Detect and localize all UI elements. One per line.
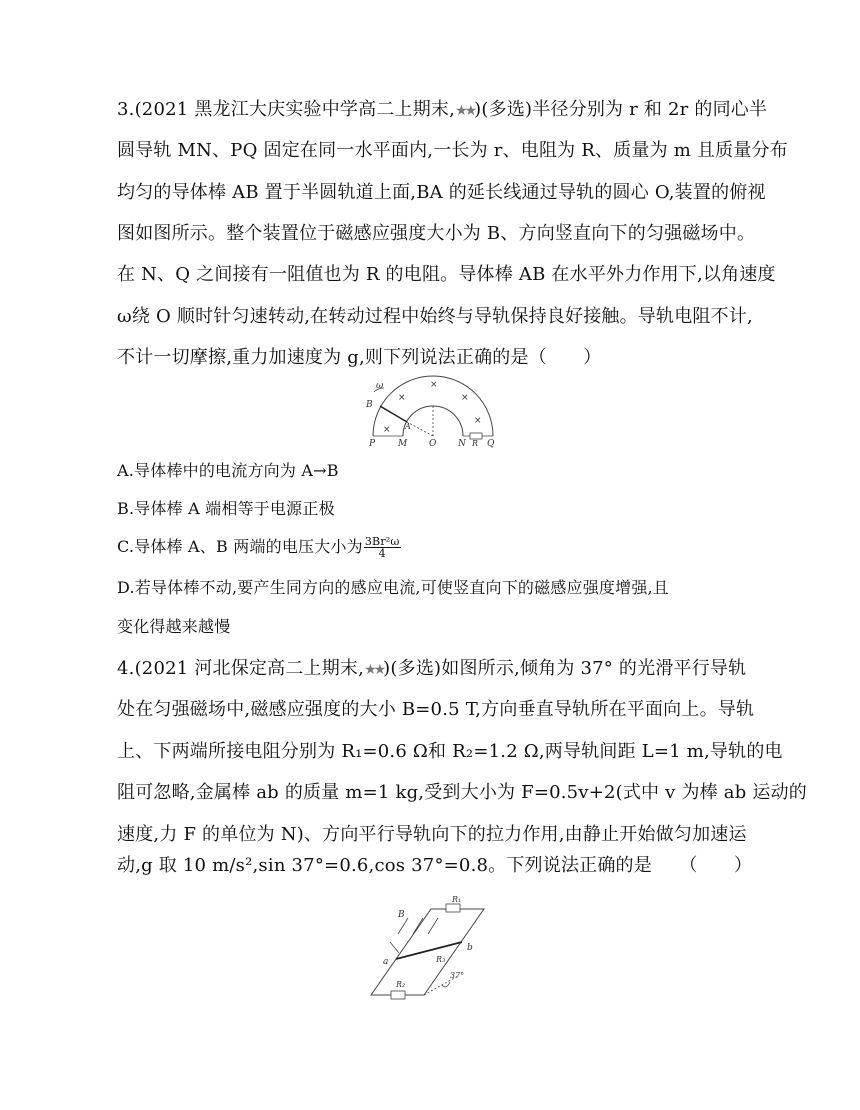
fig-label-r2: R₂ xyxy=(396,980,406,989)
field-cross-mark: × xyxy=(383,425,391,435)
fig-label-a-end: a xyxy=(383,957,389,967)
q4-text-1: 如图所示,倾角为 37° 的光滑平行导轨 xyxy=(441,658,747,679)
fig-label-a: A xyxy=(405,422,411,431)
q3-option-c-text: C.导体棒 A、B 两端的电压大小为 xyxy=(117,537,363,556)
fig-label-q: Q xyxy=(487,439,495,448)
q4-text-3: 上、下两端所接电阻分别为 R₁=0.6 Ω和 R₂=1.2 Ω,两导轨间距 L=1 m,导轨的电 xyxy=(117,741,783,762)
q3-text-3: 均匀的导体棒 AB 置于半圆轨道上面,BA 的延长线通过导轨的圆心 O,装置的俯视 xyxy=(117,182,766,203)
q3-number: 3. xyxy=(117,99,135,120)
q3-option-b: B.导体棒 A 端相等于电源正极 xyxy=(117,499,335,518)
fig-label-b-end: b xyxy=(467,943,473,953)
q3-line-1 xyxy=(117,99,767,122)
q3-figure xyxy=(358,370,510,448)
fig-label-r3: R₃ xyxy=(436,955,446,964)
q3-option-c-fraction: $\frac{\text{3Br²ω}}{4}$ xyxy=(364,535,400,560)
q4-text-2: 处在匀强磁场中,磁感应强度的大小 B=0.5 T,方向垂直导轨所在平面向上。导轨 xyxy=(117,699,755,720)
q4-text-5: 速度,力 F 的单位为 N)、方向平行导轨向下的拉力作用,由静止开始做匀加速运 xyxy=(117,824,747,845)
fig-label-r: R xyxy=(472,439,479,448)
field-cross-mark: × xyxy=(474,416,482,426)
q3-tag: )(多选) xyxy=(474,99,533,120)
fig-label-b-field: B xyxy=(398,910,405,920)
q3-text-4: 图如图所示。整个装置位于磁感应强度大小为 B、方向竖直向下的匀强磁场中。 xyxy=(117,223,756,244)
fig-label-o: O xyxy=(429,439,437,448)
fig-label-omega: ω xyxy=(376,381,384,391)
fig-label-r1: R₁ xyxy=(452,895,462,904)
difficulty-star-icon: ★★ xyxy=(455,103,475,119)
q3-option-c xyxy=(117,536,401,559)
q3-text-6: ω绕 O 顺时针匀速转动,在转动过程中始终与导轨保持良好接触。导轨电阻不计, xyxy=(117,306,753,327)
q3-text-5: 在 N、Q 之间接有一阻值也为 R 的电阻。导体棒 AB 在水平外力作用下,以角速度 xyxy=(117,264,776,285)
q4-source: (2021 河北保定高二上期末, xyxy=(134,658,365,679)
q3-option-a: A.导体棒中的电流方向为 A→B xyxy=(117,461,339,480)
q3-source: (2021 黑龙江大庆实验中学高二上期末, xyxy=(134,99,456,120)
q3-option-d-line-1: D.若导体棒不动,要产生同方向的感应电流,可使竖直向下的磁感应强度增强,且 xyxy=(117,578,670,597)
q4-figure xyxy=(366,890,498,1000)
fig-label-m: M xyxy=(398,439,408,448)
q4-number: 4. xyxy=(117,658,135,679)
fig-label-n: N xyxy=(458,439,466,448)
q3-text-1: 半径分别为 r 和 2r 的同心半 xyxy=(532,99,768,120)
field-cross-mark: × xyxy=(430,380,438,390)
q4-line-1 xyxy=(117,658,746,681)
q4-text-6: 动,g 取 10 m/s²,sin 37°=0.6,cos 37°=0.8。下列说法正确的是 （ ） xyxy=(117,855,753,876)
fig-label-angle: 37° xyxy=(450,971,465,980)
q4-text-4: 阻可忽略,金属棒 ab 的质量 m=1 kg,受到大小为 F=0.5v+2(式中 v 为棒 ab 运动的 xyxy=(117,782,807,803)
q3-option-d-line-2: 变化得越来越慢 xyxy=(117,617,231,636)
field-cross-mark: × xyxy=(398,393,406,403)
q4-tag: )(多选) xyxy=(383,658,442,679)
difficulty-star-icon: ★★ xyxy=(364,662,384,678)
fig-label-b: B xyxy=(366,400,373,410)
fig-label-p: P xyxy=(369,439,376,448)
q3-text-2: 圆导轨 MN、PQ 固定在同一水平面内,一长为 r、电阻为 R、质量为 m 且质量分布 xyxy=(117,140,788,161)
field-cross-mark: × xyxy=(461,393,469,403)
q3-text-7: 不计一切摩擦,重力加速度为 g,则下列说法正确的是（ ） xyxy=(117,347,602,368)
